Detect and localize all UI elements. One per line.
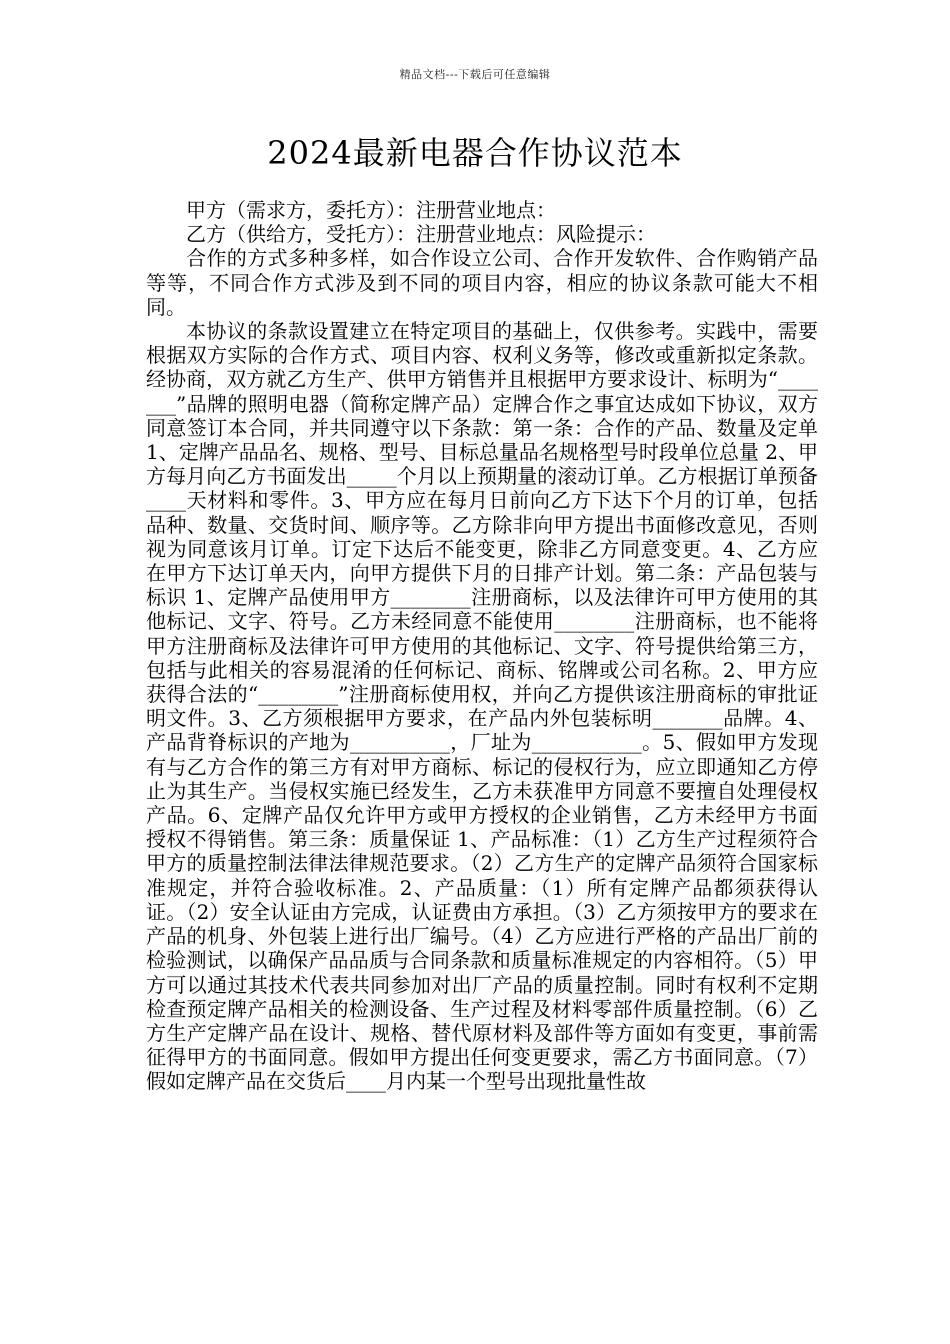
- document-body: [146, 198, 818, 1094]
- header-note: 精品文档---下载后可任意编辑: [399, 68, 551, 81]
- paragraph-agreement-terms: 本协议的条款设置建立在特定项目的基础上，仅供参考。实践中，需要根据双方实际的合作方式、项目内容、权利义务等，修改或重新拟定条款。经协商，双方就乙方生产、供甲方销售并且根据甲方要求设计、标明为“_______”品牌的照明电器（简称定牌产品）定牌合作之事宜达成如下协议，双方同意签订本合同，并共同遵守以下条款：第一条：合作的产品、数量及定单 1、定牌产品品名、规格、型号、目标总量品名规格型号时段单位总量 2、甲方每月向乙方书面发出_____个月以上预期量的滚动订单。乙方根据订单预备____天材料和零件。3、甲方应在每月日前向乙方下达下个月的订单，包括品种、数量、交货时间、顺序等。乙方除非向甲方提出书面修改意见，否则视为同意该月订单。订定下达后不能变更，除非乙方同意变更。4、乙方应在甲方下达订单天内，向甲方提供下月的日排产计划。第二条：产品包装与标识 1、定牌产品使用甲方________注册商标，以及法律许可甲方使用的其他标记、文字、符号。乙方未经同意不能使用________注册商标，也不能将甲方注册商标及法律许可甲方使用的其他标记、文字、符号提供给第三方，包括与此相关的容易混淆的任何标记、商标、铭牌或公司名称。2、甲方应获得合法的“________”注册商标使用权，并向乙方提供该注册商标的审批证明文件。3、乙方须根据甲方要求，在产品内外包装标明_______品牌。4、产品背脊标识的产地为__________，厂址为___________。5、假如甲方发现有与乙方合作的第三方有对甲方商标、标记的侵权行为，应立即通知乙方停止为其生产。当侵权实施已经发生，乙方未获准甲方同意不要擅自处理侵权产品。6、定牌产品仅允许甲方或甲方授权的企业销售，乙方未经甲方书面授权不得销售。第三条：质量保证 1、产品标准：（1）乙方生产过程须符合甲方的质量控制法律法律规范要求。（2）乙方生产的定牌产品须符合国家标准规定，并符合验收标准。2、产品质量：（1）所有定牌产品都须获得认证。（2）安全认证由方完成，认证费由方承担。（3）乙方须按甲方的要求在产品的机身、外包装上进行出厂编号。（4）乙方应进行严格的产品出厂前的检验测试，以确保产品品质与合同条款和质量标准规定的内容相符。（5）甲方可以通过其技术代表共同参加对出厂产品的质量控制。同时有权利不定期检查预定牌产品相关的检测设备、生产过程及材料零部件质量控制。（6）乙方生产定牌产品在设计、规格、替代原材料及部件等方面如有变更，事前需征得甲方的书面同意。假如甲方提出任何变更要求，需乙方书面同意。（7）假如定牌产品在交货后____月内某一个型号出现批量性故: [146, 319, 818, 1094]
- paragraph-party-b: 乙方（供给方，受托方）：注册营业地点：风险提示：: [186, 222, 656, 247]
- document-title: 2024最新电器合作协议范本: [267, 134, 683, 172]
- paragraph-risk-note: 合作的方式多种多样，如合作设立公司、合作开发软件、合作购销产品等等，不同合作方式涉及到不同的项目内容，相应的协议条款可能大不相同。: [146, 246, 818, 319]
- paragraph-party-a: 甲方（需求方，委托方）：注册营业地点：: [186, 198, 556, 222]
